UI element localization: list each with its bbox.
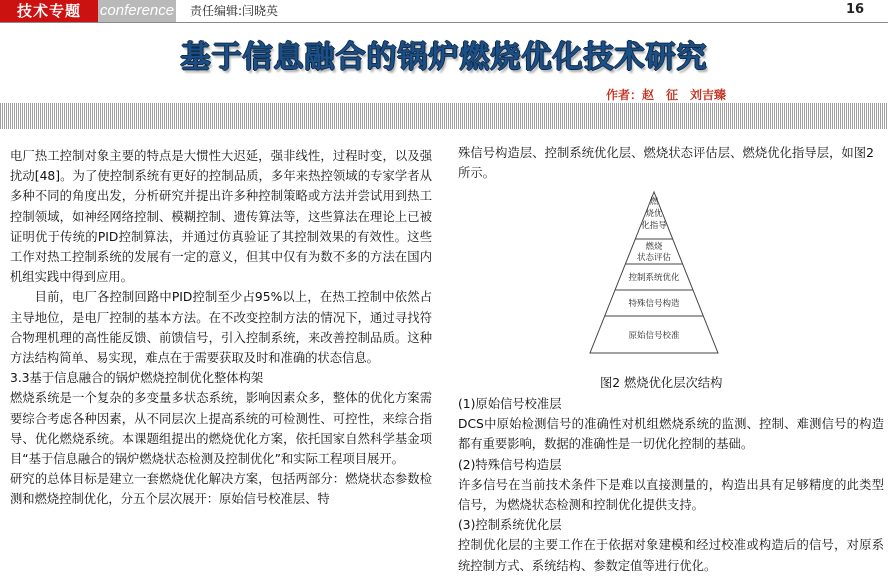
paragraph: DCS中原始检测信号的准确性对机组燃烧系统的监测、控制、难测信号的构造都有重要影响，数据的准确性是一切优化控制的基础。 [458, 417, 884, 452]
level-5-label-a: 燃 [649, 197, 659, 207]
subsection-heading: (1)原始信号校准层 [458, 397, 562, 411]
section-tag: 技术专题 [0, 0, 98, 22]
right-column-top [458, 143, 874, 183]
subsection-heading: (3)控制系统优化层 [458, 518, 562, 533]
article-title: 基于信息融合的锅炉燃烧优化技术研究 [180, 40, 708, 75]
subsection-heading: (2)特殊信号构造层 [458, 457, 562, 472]
paragraph: 电厂热工控制对象主要的特点是大惯性大迟延，强非线性，过程时变，以及强扰动[48]。为了使控制系统有更好的控制品质，多年来热控领域的专家学者从多种不同的角度出发，分析研究并提出许多种控制策略或方法并尝试用到热工控制领域，如神经网络控制、模糊控制、遗传算法等，这些算法在理论上已被证明优于传统的PID控制算法，并通过仿真验证了其控制效果的有效性。这些工作对热工控制系统的发展有一定的意义，但其中仅有为数不多的方法在国内机组实践中得到应用。 [10, 149, 432, 285]
level-4-label-a: 燃烧 [645, 242, 663, 252]
paragraph: 许多信号在当前技术条件下是难以直接测量的，构造出具有足够精度的此类型信号，为燃烧状态检测和控制优化提供支持。 [458, 477, 884, 513]
paragraph: 殊信号构造层、控制系统优化层、燃烧状态评估层、燃烧优化指导层，如图2所示。 [458, 146, 874, 181]
paragraph: 研究的总体目标是建立一套燃烧优化解决方案，包括两部分：燃烧状态参数检测和燃烧控制优化，分五个层次展开：原始信号校准层、特 [10, 472, 432, 507]
pyramid-diagram [584, 190, 724, 360]
page-number: 16 [846, 2, 865, 17]
level-5-label-c: 化指导 [641, 221, 667, 231]
left-column [10, 146, 432, 510]
level-4-label-b: 状态评估 [636, 253, 672, 263]
paragraph: 目前，电厂各控制回路中PID控制至少占95%以上，在热工控制中依然占主导地位，是电厂控制的基本方法。在不改变控制方法的情况下，通过寻找符合物理机理的高性能反馈、前馈信号，引入控制系统，来改善控制品质。这种方法结构简单、易实现，难点在于需要获取及时和准确的状态信息。 [10, 290, 432, 366]
header-divider [0, 22, 888, 23]
level-5-label-b: 烧优 [645, 209, 663, 219]
decorative-stripe [0, 103, 888, 129]
article-authors: 作者：赵 征 刘吉臻 [606, 88, 727, 102]
right-column-bottom [458, 394, 884, 576]
figure-caption: 图2 燃烧优化层次结构 [600, 376, 723, 390]
level-3-label: 控制系统优化 [628, 273, 680, 283]
paragraph: 控制优化层的主要工作在于依据对象建模和经过校准或构造后的信号，对原系统控制方式、系统结构、参数定值等进行优化。 [458, 538, 884, 573]
level-2-label: 特殊信号构造 [628, 299, 680, 309]
editor-credit: 责任编辑:闫晓英 [190, 4, 279, 18]
conference-tag: conference [98, 0, 176, 22]
section-heading: 3.3基于信息融合的锅炉燃烧控制优化整体构架 [10, 371, 264, 386]
level-1-label: 原始信号校准 [628, 331, 680, 341]
paragraph: 燃烧系统是一个复杂的多变量多状态系统，影响因素众多，整体的优化方案需要综合考虑各种因素，从不同层次上提高系统的可检测性、可控性，来综合指导、优化燃烧系统。本课题组提出的燃烧优化方案，依托国家自然科学基金项目“基于信息融合的锅炉燃烧状态检测及控制优化”和实际工程项目展开。 [10, 391, 432, 467]
